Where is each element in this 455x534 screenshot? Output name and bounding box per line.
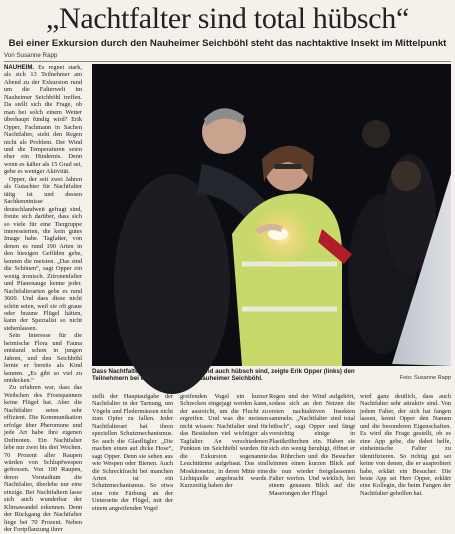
- article-column-5: wird ganz deutlich, dass auch Nachtfalter sehr attraktiv sind. Von jedem Falter, der sich hat fangen lassen, kennt Opper den Namen und die besonderen Eigenschaften. Es wird die Frage gestellt, ob es eine App gebe, die dabei helfe, einheimische Falter zu identifizieren. So richtig gut sei keine von denen, die er ausprobiert habe, erklärt ein Besucher. Die beste App sei Herr Opper, erklärt eine Kollegin, die beim Fangen der Nachtfalter geholfen hat.: [360, 393, 451, 497]
- paragraph-3: Sein Interesse für die heimische Flora und Fauna entstand schon in jungen Jahren, und den Seichböhl lernte er bereits als Kind kennen. „Es gibt so viel zu entdecken.“: [4, 332, 82, 385]
- lead-paragraph: Es regnet stark, als sich 13 Teilnehmer am Abend zu der Exkursion rund um die Falterwelt im Nauheimer Seichböhl treffen. Da stellt sich die Frage, ob man bei solch einem Wetter überhaupt fündig wird? Erik Opper, Fachmann in Sachen Nachtfalter, sieht den Regen nicht als Problem. Der Wind und die Temperaturen seien eher ein Hindernis. Denn wenn es kälter als 15 Grad sei, gebe es weniger Aktivität.: [4, 64, 83, 176]
- subheadline: Bei einer Exkursion durch den Nauheimer Seichböhl steht das nachtaktive Insekt im Mittelpunkt: [8, 38, 447, 49]
- article-column-4: Regen und der Wind aufgehört, sodass sich an den Netzen die ersten nachtaktiven Insekten sammeln. „Nachtfalter sind total hübsch“, sagt Opper und fängt vorsichtig einige in Plastikröhrchen ein. Haben sie sich ein wenig beruhigt, öffnet er das Röhrchen und die Besucher können einen kurzen Blick auf die nun wieder freigelassenen Falter werfen. Und wirklich, bei einem genauen Blick auf die Maserungen der Flügel: [269, 393, 355, 497]
- photo-credit: Foto: Susanne Rapp: [399, 375, 451, 381]
- paragraph-2: Opper, der seit zwei Jahren als Gutachter für Nachtfalter tätig ist und dessen Sachkenntnisse deutschlandweit gefragt sind, freute sich darüber, dass sich so viele für eine Tiergruppe interessierten, die kein gutes Image habe. Tagfalter, von denen es rund 190 Arten in den hiesigen Gefilden gebe, kennen die meisten. „Das sind die Schönen“, sagt Opper ein wenig ironisch. Zitronenfalter und Pfauenauge kenne jeder. Nachtfalterarten gebe es rund 3600. Und dass diese nicht schön seien, weil sie oft graue oder braune Flügel hätten, kann der Spezialist so nicht stehenlassen.: [4, 175, 82, 332]
- headline: „Nachtfalter sind total hübsch“: [45, 2, 410, 35]
- article-column-2: stellt der Hauptaufgabe der Nachtfalter in der Tarnung, um Vögeln und Fledermäusen nicht zum Opfer zu fallen. Jeder Nachtfalterart hat ihren speziellen Schutzmechanismus. So auch die Glasflügler. „Die machen einen auf dicke Hose“, sagt Opper. Denn sie sehen aus wie Wespen oder Bienen. Auch die Schreckfracht bei manchen Arten ist ein Schutzmechanismus. So etwa eine rote Färbung an der Unterseite der Flügel, mit der einem angreifenden Vogel: [92, 393, 173, 512]
- photo-illustration: [92, 64, 451, 366]
- article-photo: [92, 64, 451, 366]
- byline: Von Susanne Rapp: [4, 52, 58, 59]
- photo-caption: Dass Nachtfalter interessant, wichtig und auch hübsch sind, zeigte Erik Opper (links) den Teilnehmern bei einer Exkursion im Nauheimer Seichböhl.: [92, 368, 355, 383]
- article-column-3: greifenden Vogel ein kurzer Schrecken eingejagt werden kann, der ausreicht, um die Flucht zu ergreifen. Und was die meisten nicht wissen: Nachtfalter sind für das Bestäuben viel wichtiger als Tagfalter. An verschiedenen Punkten im Seichböhl wurden für die Exkursion sogenannte Leuchttürme aufgebaut. Das sind Moskitonetze, in deren Mitte eine Lichtquelle angebracht wurde. Kurzzeitig haben der: [180, 393, 268, 490]
- header-rule: [4, 61, 451, 62]
- article-column-1: [4, 64, 83, 534]
- paragraph-4: Zu erfahren war, dass das Weibchen des Frostspanners keine Flügel hat. Aber die Nachtfalter seien sehr effizient. Die Kommunikation erfolge über Pheromone und jede Art habe ihre eigenen Duftnoten. Ein Nachtfalter lebe nur zwei bis drei Wochen. 70 Prozent aller Raupen würden von Schlupfwespen gefressen. Von 100 Raupen, deren Vorstadium die Nachtfalter, überlebe nur eine einzige. Bei Nachtfaltern lasse sich auch wunderbar der Klimawandel erkennen. Denn der Rückgang der Nachtfalter liege bei 70 Prozent. Neben der Fortpflanzung ihrer: [4, 384, 82, 534]
- dateline: NAUHEIM.: [4, 64, 35, 71]
